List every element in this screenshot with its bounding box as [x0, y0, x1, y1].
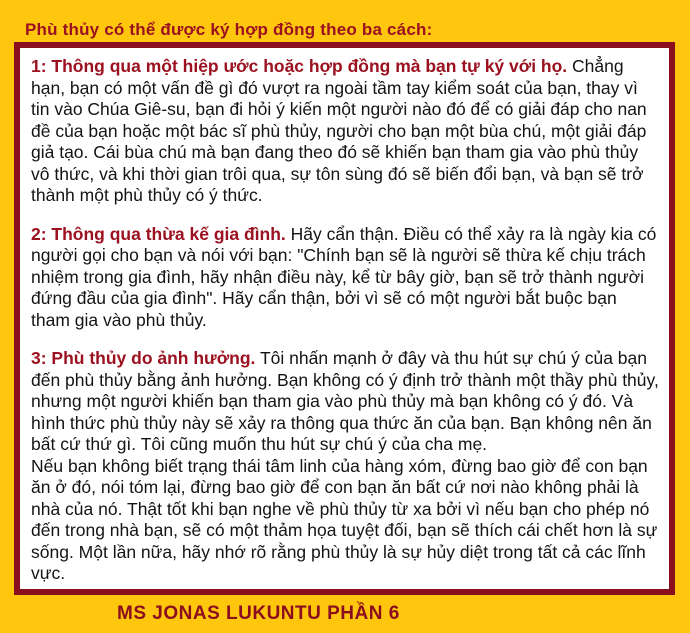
paragraph-influence [31, 348, 660, 585]
paragraph-lead: 3: Phù thủy do ảnh hưởng. [31, 348, 256, 368]
paragraph-text: Chẳng hạn, bạn có một vấn đề gì đó vượt ra ngoài tầm tay kiểm soát của bạn, thay vì tin vào Chúa Giê-su, bạn đi hỏi ý kiến một người nào đó để có giải đáp cho nan đề của bạn hoặc một bác sĩ phù thủy, người cho bạn một bùa chú, một giải đáp giả tạo. Cái bùa chú mà bạn đang theo đó sẽ khiến bạn tham gia vào phù thủy vô thức, và khi thời gian trôi qua, sự tôn sùng đó sẽ biến đổi bạn, và bạn sẽ trở thành một phù thủy có ý thức. [31, 56, 647, 205]
paragraph-lead: 1: Thông qua một hiệp ước hoặc hợp đồng mà bạn tự ký với họ. [31, 56, 568, 76]
paragraph-contract [31, 56, 660, 207]
paragraph-text: Hãy cẩn thận. Điều có thể xảy ra là ngày kia có người gọi cho bạn và nói với bạn: "Chính bạn sẽ là người sẽ thừa kế chịu trách nhiệm trong gia đình, hãy nhận điều này, kể từ bây giờ, bạn sẽ trở thành người đứng đầu của gia đình". Hãy cẩn thận, bởi vì sẽ có một người bắt buộc bạn tham gia vào phù thủy. [31, 223, 657, 330]
paragraph-inheritance [31, 224, 660, 332]
page-title: Phù thủy có thể được ký hợp đồng theo ba cách: [25, 20, 433, 39]
paragraph-lead: 2: Thông qua thừa kế gia đình. [31, 223, 286, 244]
content-panel [14, 42, 675, 595]
footer-caption: MS JONAS LUKUNTU PHẦN 6 [117, 603, 400, 624]
paragraph-text-continued: Nếu bạn không biết trạng thái tâm linh của hàng xóm, đừng bao giờ để con bạn ăn ở đó, nói tóm lại, đừng bao giờ để con bạn ăn bất cứ nơi nào không phải là nhà của nó. Thật tốt khi bạn nghe về phù thủy từ xa bởi vì nếu bạn cho phép nó đến trong nhà bạn, sẽ có một thảm họa tuyệt đối, bạn sẽ thích cái chết hơn là sự sống. Một lần nữa, hãy nhớ rõ rằng phù thủy là sự hủy diệt trong tất cả các lĩnh vực. [31, 455, 658, 583]
paragraph-text: Tôi nhấn mạnh ở đây và thu hút sự chú ý của bạn đến phù thủy bằng ảnh hưởng. Bạn không có ý định trở thành một thầy phù thủy, nhưng một người khiến bạn tham gia vào phù thủy mà bạn không có ý đó. Và hình thức phù thủy này sẽ xảy ra thông qua thức ăn của bạn. Bạn không nên ăn bất cứ thứ gì. Tôi cũng muốn thu hút sự chú ý của cha mẹ. [31, 348, 659, 454]
